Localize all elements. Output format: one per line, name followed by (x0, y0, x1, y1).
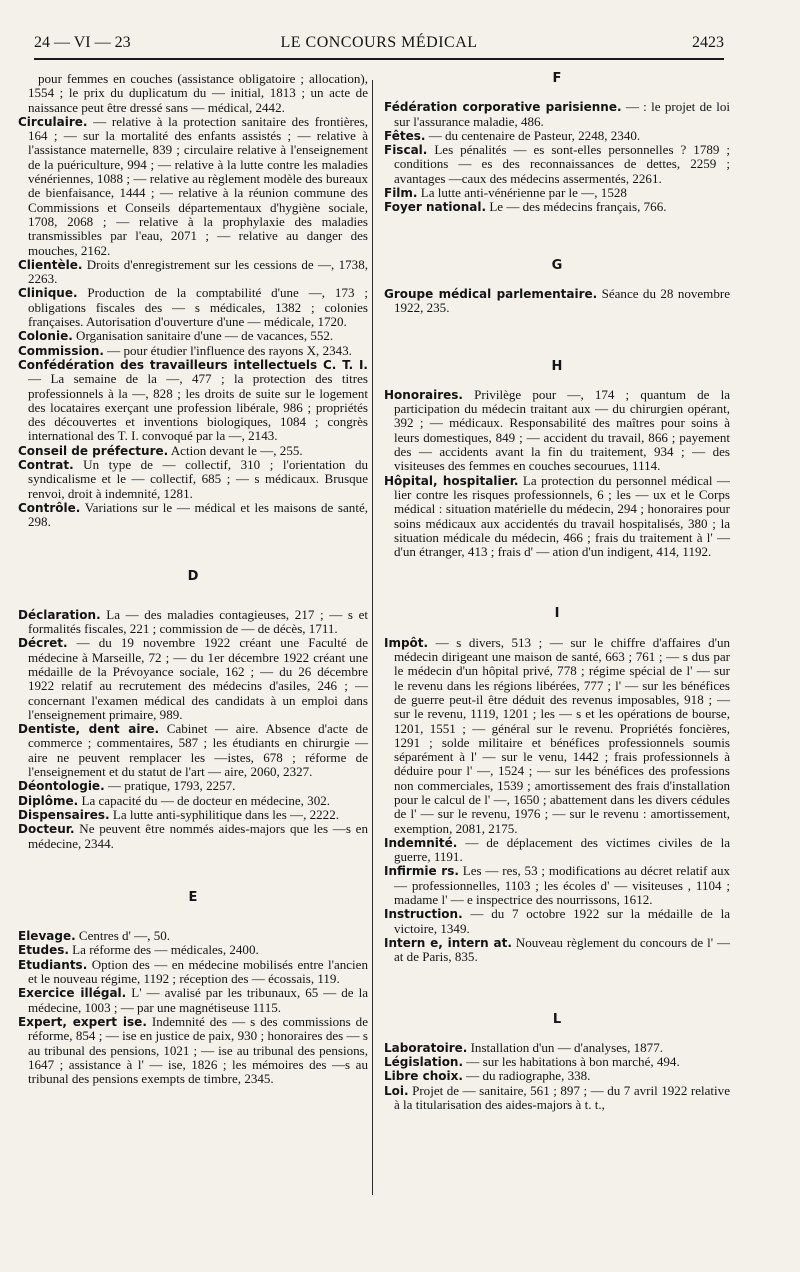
index-entry (18, 958, 368, 987)
entry-continuation: pour femmes en couches (assistance obligatoire ; allocation), 1554 ; le prix du duplicatum du — initial, 1813 ; un acte de naissance peut être dressé sans — médical, 2442. (28, 71, 368, 115)
index-entry (384, 100, 730, 129)
index-entry (384, 474, 730, 560)
entry-text: La lutte anti-syphilitique dans les —, 2222. (109, 806, 339, 822)
entry-text: Les pénalités — es sont-elles personnelles ? 1789 ; conditions — es des reconnaissances de dettes, 2259 ; avantages —caux des médecins assermentés, 2261. (394, 142, 730, 186)
entry-headword: Honoraires. (384, 387, 463, 402)
entry-text: Installation d'un — d'analyses, 1877. (467, 1039, 663, 1055)
entry-text: — sur les habitations à bon marché, 494. (463, 1054, 680, 1070)
index-entry (18, 808, 368, 822)
section-letter: L (552, 1011, 562, 1027)
index-entry (18, 1015, 368, 1086)
index-entry (18, 822, 368, 851)
entry-headword: Clinique. (18, 286, 78, 301)
entry-text: Les — res, 53 ; modifications au décret relatif aux — professionnelles, 1103 ; les écoles d' — visiteuses , 1104 ; madame l' — e inspectrice des nourrissons, 1612. (394, 863, 731, 908)
entry-headword: Législation. (384, 1055, 464, 1070)
entry-headword: Foyer national. (384, 200, 487, 215)
entry-headword: Commission. (18, 343, 104, 358)
entry-headword: Diplôme. (18, 793, 79, 808)
entry-text: — s divers, 513 ; — sur le chiffre d'affaires d'un médecin dirigeant une maison de santé, 663 ; 761 ; — s dus par le médecin d'un hôpital privé, 778 ; régime spécial de l' — sur le revenu dans les régions libérées, 777 ; l' — sur les bénéfices de guerre peut-il être déduit des revenus imposables, 918 ; — sur le revenu, 1119, 1201 ; les — s et les opérations de bourse, 1201, 1551 ; — général sur le revenu. Propriétés foncières, 1291 ; solde militaire et bénéfices professionnels soumis séparément à l' — sur le venu, 1442 ; frais professionnels à déduire pour l' —, 1524 ; — sur les bénéfices des professions non commerciales, 1539 ; amortissement des frais d'installation pour le calcul de l' —, 1650 ; abattement dans les divers cédules de l' — sur le revenu, 1976 ; — sur le revenu : amortissement, exemption, 2081, 2175. (394, 634, 730, 836)
entry-headword: Déontologie. (18, 779, 105, 794)
entry-text: — : le projet de loi sur l'assurance maladie, 486. (394, 99, 730, 129)
entry-headword: Contrôle. (18, 500, 81, 515)
index-entry (384, 1069, 730, 1083)
entry-text: Cabinet — aire. Absence d'acte de commerce ; commentaires, 587 ; les étudiants en chirurgie — aire ne peuvent remplacer les —istes, 678 ; réforme de l'enseignement et du statut de l'art — aire, 2060, 2327. (28, 721, 368, 780)
entry-headword: Déclaration. (18, 607, 101, 622)
right-column (384, 72, 730, 1112)
entry-text: Séance du 28 novembre 1922, 235. (394, 285, 730, 316)
index-entry (18, 929, 368, 943)
section-letter: G (551, 257, 563, 273)
entry-headword: Groupe médical parlementaire. (384, 286, 598, 301)
index-entry (18, 444, 368, 458)
index-entry (384, 836, 730, 865)
index-entry (18, 458, 368, 501)
entry-headword: Dentiste, dent aire. (18, 722, 160, 737)
entry-text: Production de la comptabilité d'une —, 173 ; obligations fiscales des — s médicales, 1382 ; colonies françaises. Autorisation d'ouverture d'une — médicale, 1720. (28, 285, 368, 330)
entry-text: — relative à la protection sanitaire des frontières, 164 ; — sur la mortalité des enfants assistés ; — relative à l'assistance maternelle, 839 ; circulaire relative à l'enseignement de la puériculture, 994 ; — relative à la lutte contre les maladies vénériennes, 1088 ; — relative au règlement modèle des bureaux de bienfaisance, 1444 ; — relative à la réunion commune des Commissions et Conseils départementaux d'hygiène sociale, 1708, 2068 ; — relative à la prophylaxie des maladies transmissibles par l'eau, 2071 ; — relative au danger des mouches, 2162. (28, 113, 368, 258)
index-entry (18, 286, 368, 329)
entry-headword: Infirmie rs. (384, 864, 459, 879)
entry-text: Action devant le —, 255. (168, 442, 303, 458)
index-entry (384, 1041, 730, 1055)
section-letter: H (551, 358, 563, 374)
index-entry (384, 936, 730, 965)
entry-headword: Expert, expert ise. (18, 1014, 147, 1029)
entry-text: Projet de — sanitaire, 561 ; 897 ; — du 7 avril 1922 relative à la titularisation des aides-majors à t. t., (394, 1082, 730, 1113)
entry-headword: Laboratoire. (384, 1040, 468, 1055)
entry-text: Droits d'enregistrement sur les cessions de —, 1738, 2263. (28, 256, 368, 287)
index-entry (18, 986, 368, 1015)
journal-title: LE CONCOURS MÉDICAL (280, 34, 478, 51)
index-entry (384, 129, 730, 143)
section-letter: E (188, 889, 198, 905)
entry-headword: Intern e, intern at. (384, 935, 512, 950)
entry-text: Organisation sanitaire d'une — de vacances, 552. (72, 328, 334, 344)
page-header (34, 30, 724, 56)
entry-text: Centres d' —, 50. (75, 928, 171, 944)
index-entry (384, 200, 730, 214)
entry-text: — du centenaire de Pasteur, 2248, 2340. (425, 127, 641, 143)
index-entry (384, 186, 730, 200)
entry-headword: Dispensaires. (18, 807, 110, 822)
index-entry (18, 636, 368, 722)
entry-text: La lutte anti-vénérienne par le —, 1528 (417, 185, 627, 201)
index-entry (384, 287, 730, 316)
index-entry (384, 907, 730, 936)
section-letter: I (554, 606, 560, 622)
index-entry (18, 722, 368, 779)
entry-headword: Etudiants. (18, 957, 88, 972)
entry-text: — La semaine de la —, 477 ; la protection des titres professionnels à la —, 828 ; les droits de suite sur le logement des locataires exerçant une profession libérale, 986 ; propriétés des découvertes et inventions biologiques, 1084 ; congrès international des T. I. convoqué par la —, 2143. (28, 371, 368, 444)
entry-text: — du 19 novembre 1922 créant une Faculté de médecine à Marseille, 72 ; — du 1er décembre 1922 créant une médaille de la Prévoyance sociale, 162 ; — du 26 décembre 1922 relatif au recrutement des médecins d'asiles, 246 ; — concernant l'examen médical des candidats à un emploi dans l'enseignement primaire, 989. (28, 635, 368, 722)
entry-headword: Libre choix. (384, 1069, 463, 1084)
entry-text: Option des — en médecine mobilisés entre l'ancien et le nouveau régime, 1192 ; réception des — écossais, 119. (28, 956, 368, 987)
entry-text: Nouveau règlement du concours de l' — at de Paris, 835. (394, 934, 730, 965)
index-entry (18, 344, 368, 358)
entry-text: — du 7 octobre 1922 sur la médaille de la victoire, 1349. (394, 906, 730, 936)
entry-text: — pour étudier l'influence des rayons X, 2343. (103, 342, 352, 358)
entry-text: — de déplacement des victimes civiles de la guerre, 1191. (394, 834, 730, 865)
entry-headword: Impôt. (384, 635, 429, 650)
entry-headword: Instruction. (384, 907, 463, 922)
entry-text: — du radiographe, 338. (462, 1068, 591, 1084)
page-number: 2423 (692, 34, 724, 51)
index-entry (18, 501, 368, 530)
index-entry (384, 636, 730, 836)
index-entry (18, 794, 368, 808)
entry-text: Le — des médecins français, 766. (486, 199, 667, 215)
index-entry (18, 779, 368, 793)
entry-headword: Circulaire. (18, 114, 88, 129)
entry-text: La capacité du — de docteur en médecine, 302. (78, 792, 330, 808)
index-entry (18, 329, 368, 343)
index-entry (384, 388, 730, 474)
index-entry (384, 1084, 730, 1113)
entry-text: Variations sur le — médical et les maisons de santé, 298. (28, 499, 368, 530)
entry-headword: Fédération corporative parisienne. (384, 100, 622, 115)
header-rule (34, 58, 724, 60)
entry-text: Ne peuvent être nommés aides-majors que les —s en médecine, 2344. (28, 821, 368, 851)
entry-headword: Loi. (384, 1083, 409, 1098)
entry-headword: Film. (384, 186, 418, 201)
entry-headword: Conseil de préfecture. (18, 443, 169, 458)
entry-text: Indemnité des — s des commissions de réforme, 854 ; — ise en justice de paix, 930 ; honoraires des — s au tribunal des pensions, 1021 ; — ise au tribunal des pensions, 1647 ; assistance à l' — ise, 1826 ; les mémoires des —s au tribunal des pensions exempts de timbre, 2345. (28, 1013, 368, 1087)
entry-headword: Etudes. (18, 943, 69, 958)
column-divider (372, 80, 373, 1195)
entry-headword: Docteur. (18, 822, 75, 837)
entry-headword: Fiscal. (384, 143, 428, 158)
entry-headword: Décret. (18, 636, 68, 651)
issue-date: 24 — VI — 23 (34, 34, 131, 51)
entry-text: — pratique, 1793, 2257. (104, 778, 236, 794)
index-entry (18, 358, 368, 444)
entry-text: Un type de — collectif, 310 ; l'orientation du syndicalisme et le — collectif, 685 ; — s médicaux. Brusque renvoi, droit à indemnité, 1281. (28, 457, 368, 501)
entry-text: Privilège pour —, 174 ; quantum de la participation du médecin traitant aux — du chirurgien opérant, 392 ; — médicaux. Responsabilité des maîtres pour soins à leurs domestiques, 849 ; — accident du travail, 866 ; payement des — accidents avant la fin du traitement, 934 ; — des visiteuses des femmes en couches secourues, 1114. (394, 386, 730, 474)
index-entry (18, 608, 368, 637)
entry-text: La protection du personnel médical — lier contre les risques professionnels, 6 ; les — ux et le Corps médical : situation matérielle du médecin, 294 ; honoraires pour soins médicaux aux accidentés du travail hospitalisés, 380 ; la situation médicale du médecin, 466 ; frais du traitement à l' — d'un étranger, 413 ; frais d' — ation d'un indigent, 414, 1192. (394, 472, 730, 560)
section-letter: F (552, 71, 562, 86)
entry-headword: Hôpital, hospitalier. (384, 473, 519, 488)
left-column (18, 72, 368, 1086)
index-entry (384, 1055, 730, 1069)
entry-headword: Exercice illégal. (18, 986, 127, 1001)
index-entry (18, 115, 368, 258)
entry-headword: Fêtes. (384, 128, 426, 143)
index-entry (384, 143, 730, 186)
entry-text: La réforme des — médicales, 2400. (68, 942, 259, 958)
entry-headword: Contrat. (18, 458, 74, 473)
section-letter: D (187, 568, 199, 584)
index-entry (18, 258, 368, 287)
entry-text: L' — avalisé par les tribunaux, 65 — de la médecine, 1003 ; — par une magnétiseuse 1115. (28, 985, 368, 1015)
entry-headword: Clientèle. (18, 257, 83, 272)
entry-headword: Elevage. (18, 929, 76, 944)
index-entry (18, 943, 368, 957)
entry-headword: Indemnité. (384, 835, 458, 850)
entry-headword: Colonie. (18, 329, 73, 344)
entry-text: La — des maladies contagieuses, 217 ; — s et formalités fiscales, 221 ; commission de — de décès, 1711. (28, 606, 368, 637)
index-entry (384, 864, 730, 907)
entry-headword: Confédération des travailleurs intellectuels C. T. I. (18, 357, 368, 372)
